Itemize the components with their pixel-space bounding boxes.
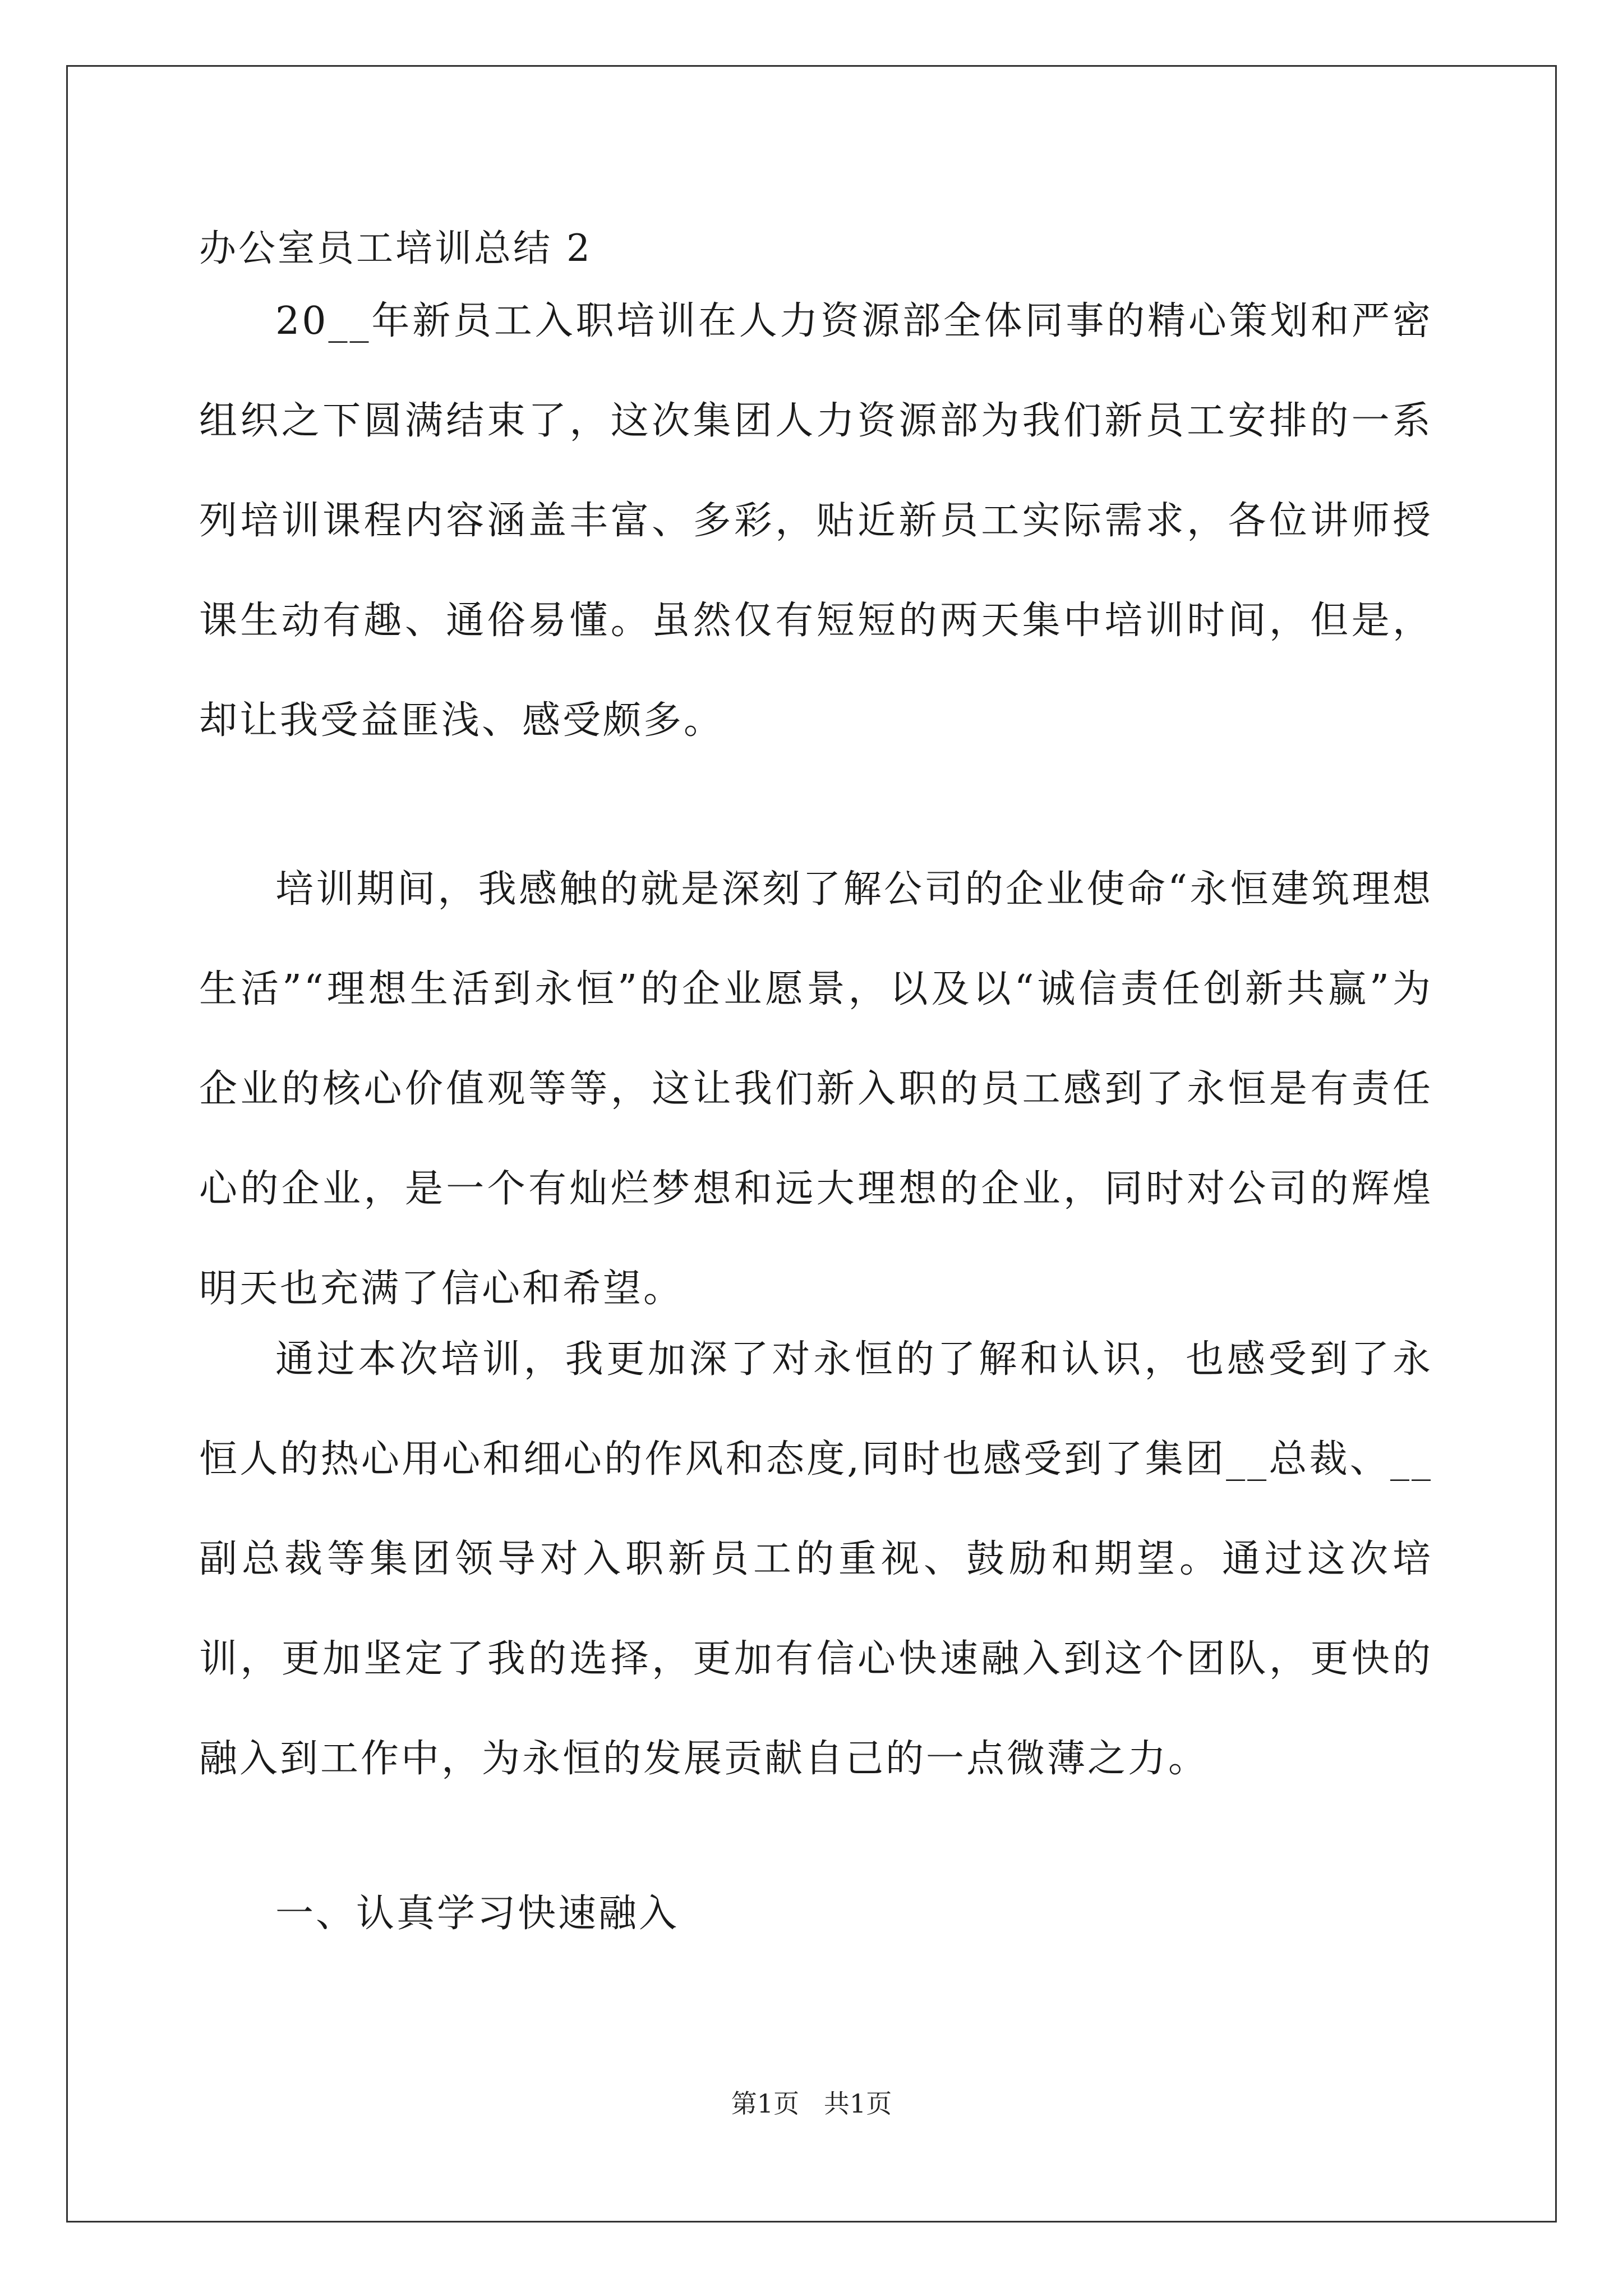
paragraph-company-values: 培训期间，我感触的就是深刻了解公司的企业使命“永恒建筑理想生活”“理想生活到永恒”的企业愿景，以及以“诚信责任创新共赢”为企业的核心价值观等等，这让我们新入职的员工感到了永恒是有责任心的企业，是一个有灿烂梦想和远大理想的企业，同时对公司的辉煌明天也充满了信心和希望。 bbox=[199, 867, 1433, 1311]
paragraph-intro: 20__年新员工入职培训在人力资源部全体同事的精心策划和严密组织之下圆满结束了，这次集团人力资源部为我们新员工安排的一系列培训课程内容涵盖丰富、多彩，贴近新员工实际需求，各位讲师授课生动有趣、通俗易懂。虽然仅有短短的两天集中培训时间，但是，却让我受益匪浅、感受颇多。 bbox=[199, 299, 1433, 743]
document-title: 办公室员工培训总结 2 bbox=[199, 227, 592, 270]
section-heading-1: 一、认真学习快速融入 bbox=[275, 1892, 680, 1936]
page-number-footer: 第1页 共1页 bbox=[731, 2088, 892, 2119]
paragraph-training-reflection: 通过本次培训，我更加深了对永恒的了解和认识，也感受到了永恒人的热心用心和细心的作风和态度,同时也感受到了集团__总裁、__副总裁等集团领导对入职新员工的重视、鼓励和期望。通过这次培训，更加坚定了我的选择，更加有信心快速融入到这个团队，更快的融入到工作中，为永恒的发展贡献自己的一点微薄之力。 bbox=[199, 1337, 1433, 1781]
